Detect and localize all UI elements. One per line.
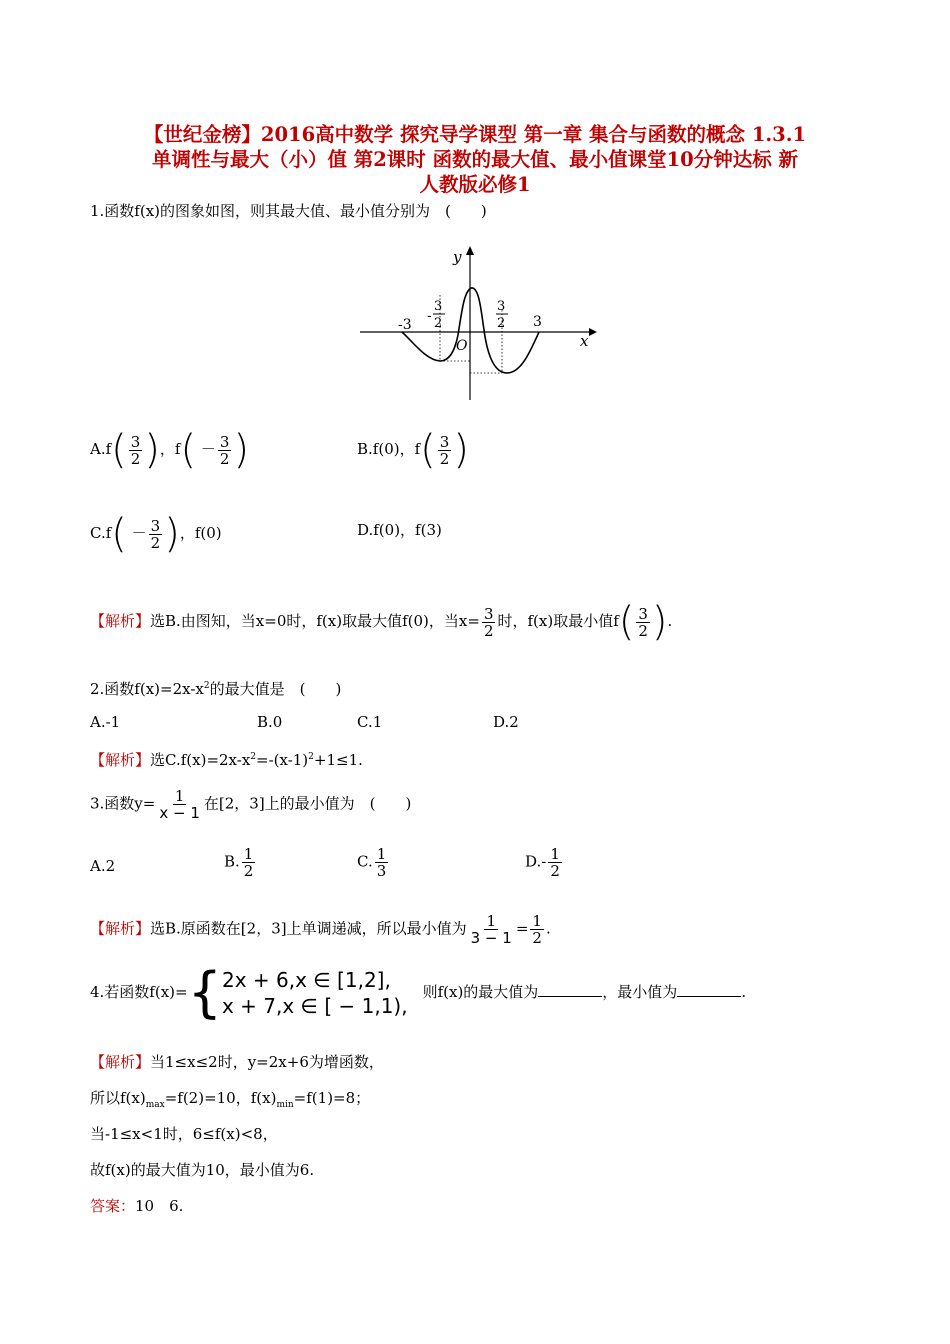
option-b-prefix: B.f(0)，f — [357, 440, 421, 458]
piecewise-cases — [222, 967, 408, 1019]
q3-option-d: D.- $\frac{1}{2}$ — [525, 845, 560, 880]
fraction-3-2: $\frac{3}{2}$ — [130, 432, 141, 468]
q4-analysis-line-1: 【解析】当1≤x≤2时，y=2x+6为增函数， — [90, 1053, 384, 1071]
document-title — [60, 122, 890, 197]
paren-open: ( — [180, 427, 197, 473]
q2-option-c: C.1 — [357, 713, 383, 731]
fraction-3-2: $\frac{3}{2}$ — [219, 432, 230, 468]
q3-analysis: 【解析】选B.原函数在[2，3]上单调递减，所以最小值为 $\frac{1}{3 - 1}$ = $\frac{1}{2}$ . — [90, 912, 551, 947]
y-axis-label: y — [453, 248, 462, 266]
tick-3-2-num: 3 — [497, 299, 506, 314]
tick-neg-3-2-num: 3 — [434, 299, 443, 314]
fraction-3-2: $\frac{3}{2}$ — [638, 604, 648, 640]
q1-function-graph — [350, 240, 610, 405]
paren-open: ( — [111, 511, 127, 557]
title-line-1: 【世纪金榜】2016高中数学 探究导学课型 第一章 集合与函数的概念 1.3.1 — [143, 123, 807, 146]
q4-analysis-line-3: 当-1≤x<1时，6≤f(x)<8， — [90, 1125, 278, 1143]
y-axis-arrow — [466, 246, 474, 255]
x-axis-label: x — [580, 332, 589, 350]
q3-option-c: C. $\frac{1}{3}$ — [357, 845, 387, 880]
analysis-tag: 【解析】 — [90, 751, 151, 769]
fraction-3-2: $\frac{3}{2}$ — [439, 432, 450, 468]
q1-option-b — [357, 427, 469, 473]
option-a-prefix: A.f — [90, 440, 112, 458]
origin-label: O — [456, 338, 468, 354]
paren-close: ) — [651, 599, 668, 645]
title-line-3: 人教版必修1 — [419, 173, 531, 196]
q2-option-b: B.0 — [257, 713, 283, 731]
analysis-tag: 【解析】 — [90, 612, 151, 630]
fraction-3-2: $\frac{3}{2}$ — [483, 604, 494, 640]
q4-stem: 4.若函数f(x)={ 2x + 6,x ∈ [1,2], x + 7,x ∈ [ − 1,1), 则f(x)的最大值为 ，最小值为 . — [90, 961, 747, 1024]
q3-option-a: A.2 — [90, 857, 116, 875]
fraction-1-over-3-1: $\frac{1}{3 - 1}$ — [470, 912, 512, 947]
q1-option-d: D.f(0)，f(3) — [357, 521, 442, 539]
fraction-3-2: $\frac{3}{2}$ — [150, 516, 161, 552]
paren-open: ( — [618, 599, 635, 645]
tick-neg-sign: - — [427, 308, 432, 324]
fraction-1-3: $\frac{1}{3}$ — [376, 845, 387, 880]
q2-option-d: D.2 — [493, 713, 519, 731]
paren-open: ( — [111, 427, 127, 473]
min-answer-blank[interactable] — [677, 982, 741, 997]
q2-analysis: 【解析】选$C.f(x)=2x-x^2=-(x-1)^2+1\le 1$. — [90, 751, 363, 769]
q1-option-a — [90, 427, 250, 473]
tick-3-2-den: 2 — [497, 316, 506, 331]
q4-analysis-line-2: 所以$f(x)_{max}=f(2)=10$，$f(x)_{min}=f(1)=8$； — [90, 1089, 371, 1110]
answer-label: 答案： — [90, 1197, 136, 1215]
option-c-prefix: C.f — [90, 524, 112, 542]
tick-neg-3-2-den: 2 — [434, 316, 443, 331]
answer-value: 10 6. — [135, 1197, 184, 1215]
q1-stem: 1.函数f(x)的图象如图，则其最大值、最小值分别为 ( ) — [90, 202, 487, 220]
left-brace: { — [187, 961, 222, 1024]
analysis-tag: 【解析】 — [90, 1053, 151, 1071]
paren-close: ) — [164, 511, 180, 557]
q2-stem: 2.函数$f(x)=2x-x^2$的最大值是 ( ) — [90, 680, 342, 698]
tick-label-3: 3 — [533, 314, 542, 330]
fraction-1-over-x-1: $\frac{1}{x - 1}$ — [159, 787, 200, 822]
q1-analysis: 【解析】选B.由图知，当x=0时，f(x)取最大值f(0)，当x= $\frac{3}{2}$ 时，f(x)取最小值f( $\frac{3}{2}$ ). — [90, 599, 673, 645]
paren-close: ) — [233, 427, 250, 473]
q3-option-b: B. $\frac{1}{2}$ — [224, 845, 254, 880]
neg-sign: － — [131, 524, 147, 542]
analysis-tag: 【解析】 — [90, 919, 151, 938]
q4-analysis-line-4: 故f(x)的最大值为10，最小值为6. — [90, 1161, 315, 1179]
paren-close: ) — [453, 427, 469, 473]
neg-sign: － — [200, 440, 216, 458]
title-line-2: 单调性与最大（小）值 第2课时 函数的最大值、最小值课堂10分钟达标 新 — [151, 148, 799, 171]
paren-open: ( — [420, 427, 436, 473]
fraction-1-2: $\frac{1}{2}$ — [243, 845, 254, 880]
option-a-sep: ，f — [159, 440, 181, 458]
fraction-1-2: $\frac{1}{2}$ — [550, 845, 560, 880]
q3-stem: 3.函数y= $\frac{1}{x - 1}$ 在[2，3]上的最小值为 ( ) — [90, 787, 412, 822]
q1-option-c — [90, 511, 222, 557]
q4-answer — [90, 1196, 183, 1216]
paren-close: ) — [144, 427, 160, 473]
option-c-suffix: ，f(0) — [179, 524, 222, 542]
fraction-1-2: $\frac{1}{2}$ — [532, 912, 542, 947]
x-axis-arrow — [589, 328, 597, 336]
tick-label-neg3: -3 — [398, 317, 412, 333]
case-1: 2x + 6,x ∈ [1,2], — [221, 968, 391, 992]
q2-option-a: A.-1 — [90, 713, 121, 731]
case-2: x + 7,x ∈ [ − 1,1), — [221, 994, 408, 1018]
max-answer-blank[interactable] — [538, 982, 602, 997]
